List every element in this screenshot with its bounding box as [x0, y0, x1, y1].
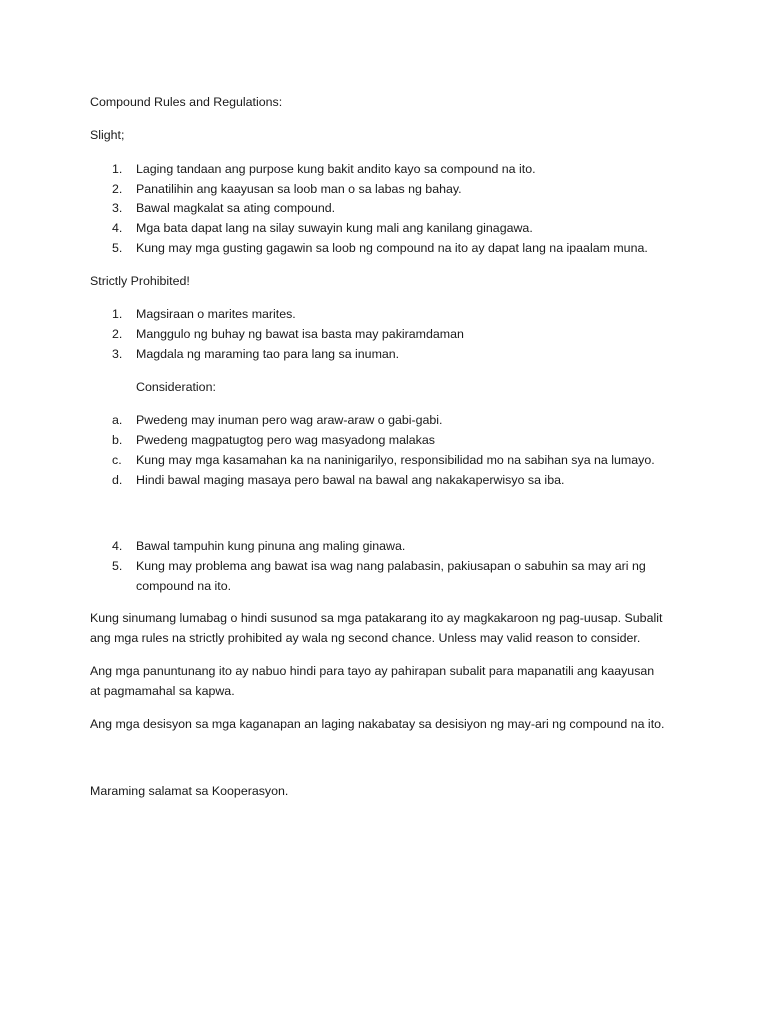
- slight-rule-1: [112, 161, 536, 177]
- list-marker: a.: [112, 413, 123, 427]
- consideration-c: [112, 452, 655, 468]
- list-item-text: Pwedeng may inuman pero wag araw-araw o gabi-gabi.: [136, 413, 443, 427]
- strict-rule-1: [112, 306, 296, 322]
- list-marker: 1.: [112, 162, 123, 176]
- paragraph-1-line-1: Kung sinumang lumabag o hindi susunod sa mga patakarang ito ay magkakaroon ng pag-uusap. Subalit: [90, 611, 663, 625]
- list-marker: 3.: [112, 201, 123, 215]
- strict-rule-4: [112, 538, 405, 554]
- strict-rule-5-continuation: compound na ito.: [136, 579, 232, 593]
- closing-line: Maraming salamat sa Kooperasyon.: [90, 784, 289, 798]
- list-item-text: Kung may mga gusting gagawin sa loob ng compound na ito ay dapat lang na ipaalam muna.: [136, 241, 648, 255]
- paragraph-2-line-1: Ang mga panuntunang ito ay nabuo hindi para tayo ay pahirapan subalit para mapanatili ang kaayusan: [90, 664, 655, 678]
- paragraph-2-line-2: at pagmamahal sa kapwa.: [90, 684, 235, 698]
- consideration-b: [112, 432, 435, 448]
- slight-rule-3: [112, 200, 335, 216]
- list-marker: b.: [112, 433, 123, 447]
- list-item-text: Mga bata dapat lang na silay suwayin kung mali ang kanilang ginagawa.: [136, 221, 533, 235]
- slight-heading: Slight;: [90, 128, 125, 142]
- list-item-text: Kung may mga kasamahan ka na naninigarilyo, responsibilidad mo na sabihan sya na lumayo.: [136, 453, 655, 467]
- list-marker: 1.: [112, 307, 123, 321]
- list-item-text: Manggulo ng buhay ng bawat isa basta may pakiramdaman: [136, 327, 464, 341]
- list-marker: c.: [112, 453, 122, 467]
- list-marker: 5.: [112, 559, 123, 573]
- list-marker: d.: [112, 473, 123, 487]
- document-title: Compound Rules and Regulations:: [90, 95, 283, 109]
- list-marker: 3.: [112, 347, 123, 361]
- list-marker: 4.: [112, 539, 123, 553]
- consideration-d: [112, 472, 564, 488]
- list-item-text: Panatilihin ang kaayusan sa loob man o sa labas ng bahay.: [136, 182, 462, 196]
- consideration-heading: Consideration:: [136, 380, 216, 394]
- list-marker: 4.: [112, 221, 123, 235]
- list-item-text: Bawal magkalat sa ating compound.: [136, 201, 336, 215]
- slight-rule-4: [112, 220, 533, 236]
- list-marker: 2.: [112, 327, 123, 341]
- list-marker: 2.: [112, 182, 123, 196]
- strict-heading: Strictly Prohibited!: [90, 274, 190, 288]
- paragraph-3: Ang mga desisyon sa mga kaganapan an laging nakabatay sa desisiyon ng may-ari ng compound na ito.: [90, 717, 665, 731]
- slight-rule-2: [112, 181, 462, 197]
- list-item-text: Kung may problema ang bawat isa wag nang palabasin, pakiusapan o sabuhin sa may ari ng: [136, 559, 646, 573]
- list-item-text: Bawal tampuhin kung pinuna ang maling ginawa.: [136, 539, 406, 553]
- strict-rule-3: [112, 346, 399, 362]
- list-item-text: Laging tandaan ang purpose kung bakit andito kayo sa compound na ito.: [136, 162, 536, 176]
- list-marker: 5.: [112, 241, 123, 255]
- list-item-text: Hindi bawal maging masaya pero bawal na bawal ang nakakaperwisyo sa iba.: [136, 473, 565, 487]
- strict-rule-5: [112, 558, 646, 574]
- slight-rule-5: [112, 240, 648, 256]
- list-item-text: Pwedeng magpatugtog pero wag masyadong malakas: [136, 433, 435, 447]
- list-item-text: Magsiraan o marites marites.: [136, 307, 296, 321]
- consideration-a: [112, 412, 443, 428]
- strict-rule-2: [112, 326, 464, 342]
- list-item-text: Magdala ng maraming tao para lang sa inuman.: [136, 347, 400, 361]
- paragraph-1-line-2: ang mga rules na strictly prohibited ay wala ng second chance. Unless may valid reason to consider.: [90, 631, 641, 645]
